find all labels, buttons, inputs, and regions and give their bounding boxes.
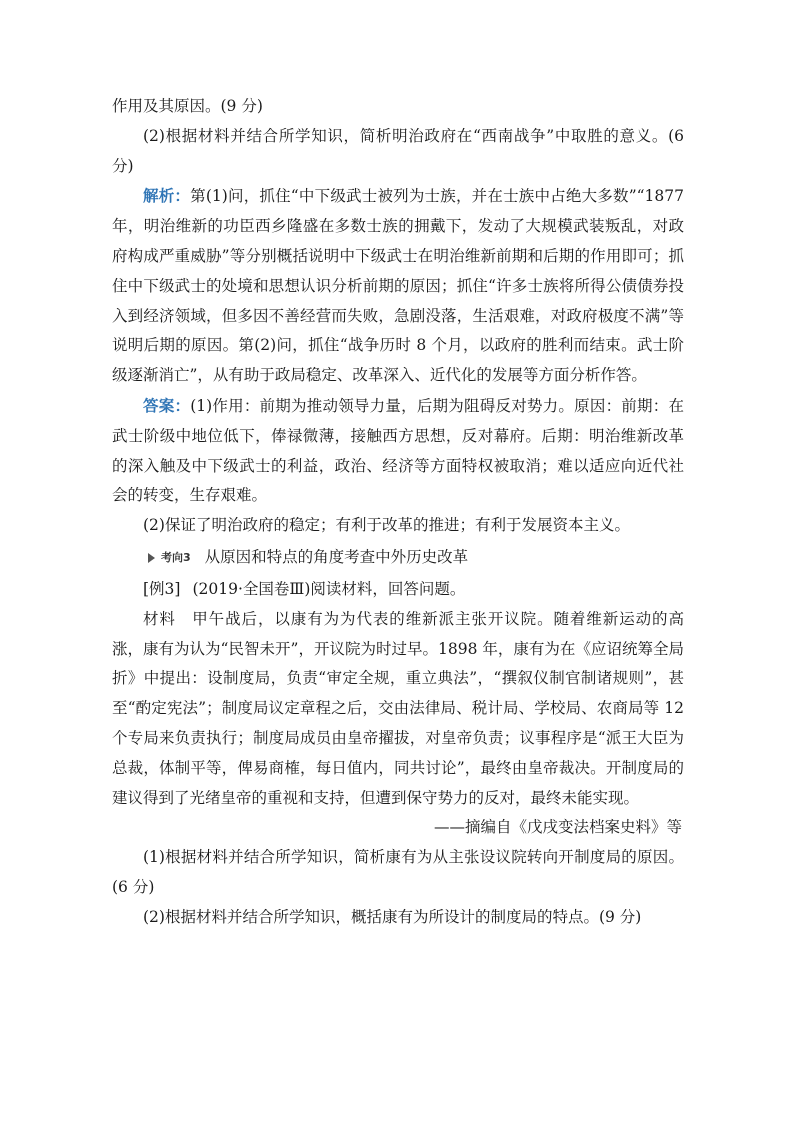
question-1: (1)根据材料并结合所学知识，简析康有为从主张设议院转向开制度局的原因。(6 分): [112, 848, 684, 896]
kaoxiang-title: 从原因和特点的角度考查中外历史改革: [204, 548, 469, 567]
question-tail-line: 作用及其原因。(9 分): [112, 97, 263, 115]
example-text: (2019·全国卷Ⅲ)阅读材料，回答问题。: [192, 579, 466, 598]
answer-text-2: (2)保证了明治政府的稳定；有利于改革的推进；有利于发展资本主义。: [143, 516, 630, 535]
material-source: ——摘编自《戊戌变法档案史料》等: [433, 818, 682, 837]
material-paragraph: [112, 605, 684, 814]
example-heading: [112, 575, 684, 605]
example-label: [例3]: [143, 579, 181, 598]
kaoxiang-heading: [148, 543, 684, 573]
question-2: (2)根据材料并结合所学知识，概括康有为所设计的制度局的特点。(9 分): [143, 907, 642, 926]
material-text: 甲午战后，以康有为为代表的维新派主张开议院。随着维新运动的高涨，康有为认为“民智未开”，开议院为时过早。1898 年，康有为在《应诏统筹全局折》中提出：设制度局，负责“审定全规，重立典法”，“撰叙仪制官制诸规则”，甚至“酌定宪法”；制度局议定章程之后，交由法律局、税计局、学校局、农商局等 12 个专局来负责执行；制度局成员由皇帝擢拔，对皇帝负责；议事程序是“派王大臣为总裁，体制平等，俾易商榷，每日值内，同共讨论”，最终由皇帝裁决。开制度局的建议得到了光绪皇帝的重视和支持，但遭到保守势力的反对，最终未能实现。: [112, 609, 684, 807]
answer-text-1: (1)作用：前期为推动领导力量，后期为阻碍反对势力。原因：前期：在武士阶级中地位低下，俸禄微薄，接触西方思想，反对幕府。后期：明治维新改革的深入触及中下级武士的利益，政治、经济等方面特权被取消；难以适应向近代社会的转变，生存艰难。: [112, 396, 684, 505]
answer-paragraph: [112, 391, 684, 511]
analysis-label: 解析：: [143, 186, 191, 206]
analysis-paragraph: [112, 181, 684, 391]
document-page: [112, 92, 684, 933]
answer-label: 答案：: [143, 395, 191, 415]
material-label: 材料: [143, 609, 176, 628]
analysis-text: 第(1)问，抓住“中下级武士被列为士族，并在士族中占绝大多数”“1877 年，明治维新的功臣西乡隆盛在多数士族的拥戴下，发动了大规模武装叛乱，对政府构成严重威胁”等分别概括说明中下级武士在明治维新前期和后期的作用即可；抓住中下级武士的处境和思想认识分析前期的原因；抓住“许多士族将所得公债债券投入到经济领域，但多因不善经营而失败，急剧没落，生活艰难，对政府极度不满”等说明后期的原因。第(2)问，抓住“战争历时 8 个月，以政府的胜利而结束。武士阶级逐渐消亡”，从有助于政局稳定、改革深入、近代化的发展等方面分析作答。: [112, 187, 684, 385]
question-2-prompt: (2)根据材料并结合所学知识，简析明治政府在“西南战争”中取胜的意义。(6 分): [112, 126, 684, 175]
triangle-right-icon: [148, 553, 155, 563]
kaoxiang-tag: 考向3: [161, 551, 191, 565]
